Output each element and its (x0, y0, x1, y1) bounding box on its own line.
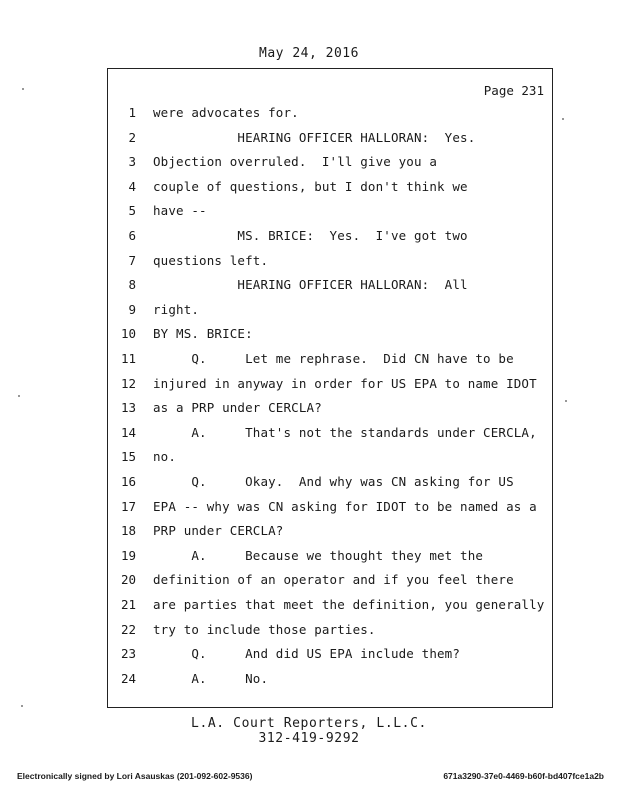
page-number: Page 231 (483, 83, 544, 98)
transcript-line (108, 351, 552, 375)
line-text: PRP under CERCLA? (153, 523, 284, 539)
scan-speck (18, 395, 20, 397)
transcript-line (108, 376, 552, 400)
transcript-page-frame (107, 68, 553, 708)
line-number: 2 (128, 129, 136, 145)
line-number: 4 (128, 178, 136, 194)
transcript-line (108, 646, 552, 670)
line-text: no. (153, 449, 177, 465)
transcript-line (108, 326, 552, 350)
transcript-line (108, 253, 552, 277)
transcript-line (108, 499, 552, 523)
line-number: 20 (120, 572, 136, 588)
line-number: 8 (128, 277, 136, 293)
transcript-line (108, 203, 552, 227)
scan-speck (21, 705, 23, 707)
line-text: are parties that meet the definition, you generally (153, 597, 545, 612)
line-text: A. No. (153, 670, 269, 686)
line-text: EPA -- why was CN asking for IDOT to be named as a (153, 498, 537, 514)
line-text: definition of an operator and if you feel there (153, 572, 514, 588)
transcript-line (108, 130, 552, 154)
line-text: couple of questions, but I don't think we (153, 178, 468, 194)
transcript-line (108, 105, 552, 129)
document-hash: 671a3290-37e0-4469-b60f-bd407fce1a2b (443, 771, 604, 781)
transcript-line (108, 449, 552, 473)
line-number: 6 (128, 228, 136, 243)
transcript-line (108, 597, 552, 621)
line-number: 3 (128, 154, 136, 170)
line-text: A. That's not the standards under CERCLA, (153, 424, 537, 440)
line-number: 24 (120, 670, 136, 686)
line-text: injured in anyway in order for US EPA to name IDOT (153, 375, 537, 391)
line-number: 14 (120, 424, 136, 440)
transcript-line (108, 277, 552, 301)
line-number: 9 (128, 301, 136, 317)
line-text: as a PRP under CERCLA? (153, 400, 322, 416)
line-number: 1 (128, 105, 136, 120)
transcript-line (108, 474, 552, 498)
line-text: Q. And did US EPA include them? (153, 646, 461, 662)
line-text: BY MS. BRICE: (153, 326, 253, 342)
transcript-line (108, 671, 552, 695)
line-number: 17 (120, 498, 136, 514)
line-text: Objection overruled. I'll give you a (153, 154, 437, 170)
line-text: right. (153, 301, 200, 317)
scan-speck (22, 88, 24, 90)
transcript-line (108, 179, 552, 203)
electronic-signature-note: Electronically signed by Lori Asauskas (201-092-602-9536) (17, 771, 253, 781)
line-text: have -- (153, 203, 207, 219)
line-text: Q. Let me rephrase. Did CN have to be (153, 351, 514, 366)
scan-speck (562, 118, 564, 120)
line-text: HEARING OFFICER HALLORAN: All (153, 277, 468, 293)
line-number: 12 (120, 375, 136, 391)
transcript-date: May 24, 2016 (259, 46, 359, 61)
line-number: 19 (120, 547, 136, 563)
transcript-line (108, 572, 552, 596)
transcript-line (108, 400, 552, 424)
line-number: 15 (120, 449, 136, 465)
transcript-line (108, 622, 552, 646)
line-number: 22 (120, 621, 136, 637)
transcript-line (108, 154, 552, 178)
line-number: 18 (120, 523, 136, 539)
transcript-line (108, 523, 552, 547)
footer-phone: 312-419-9292 (258, 731, 360, 746)
line-text: were advocates for. (153, 105, 299, 120)
line-number: 10 (120, 326, 136, 342)
line-number: 5 (128, 203, 136, 219)
line-number: 16 (120, 474, 136, 489)
line-text: try to include those parties. (153, 621, 376, 637)
line-text: Q. Okay. And why was CN asking for US (153, 474, 514, 489)
scan-speck (565, 400, 567, 402)
line-number: 23 (120, 646, 136, 662)
transcript-line (108, 228, 552, 252)
line-text: MS. BRICE: Yes. I've got two (153, 228, 468, 243)
line-number: 13 (120, 400, 136, 416)
transcript-line (108, 548, 552, 572)
transcript-line (108, 425, 552, 449)
line-number: 7 (128, 252, 136, 268)
footer-company: L.A. Court Reporters, L.L.C. (191, 716, 427, 731)
line-text: HEARING OFFICER HALLORAN: Yes. (153, 129, 476, 145)
line-number: 11 (120, 351, 136, 366)
transcript-line (108, 302, 552, 326)
line-text: A. Because we thought they met the (153, 547, 484, 563)
line-number: 21 (120, 597, 136, 612)
line-text: questions left. (153, 252, 269, 268)
